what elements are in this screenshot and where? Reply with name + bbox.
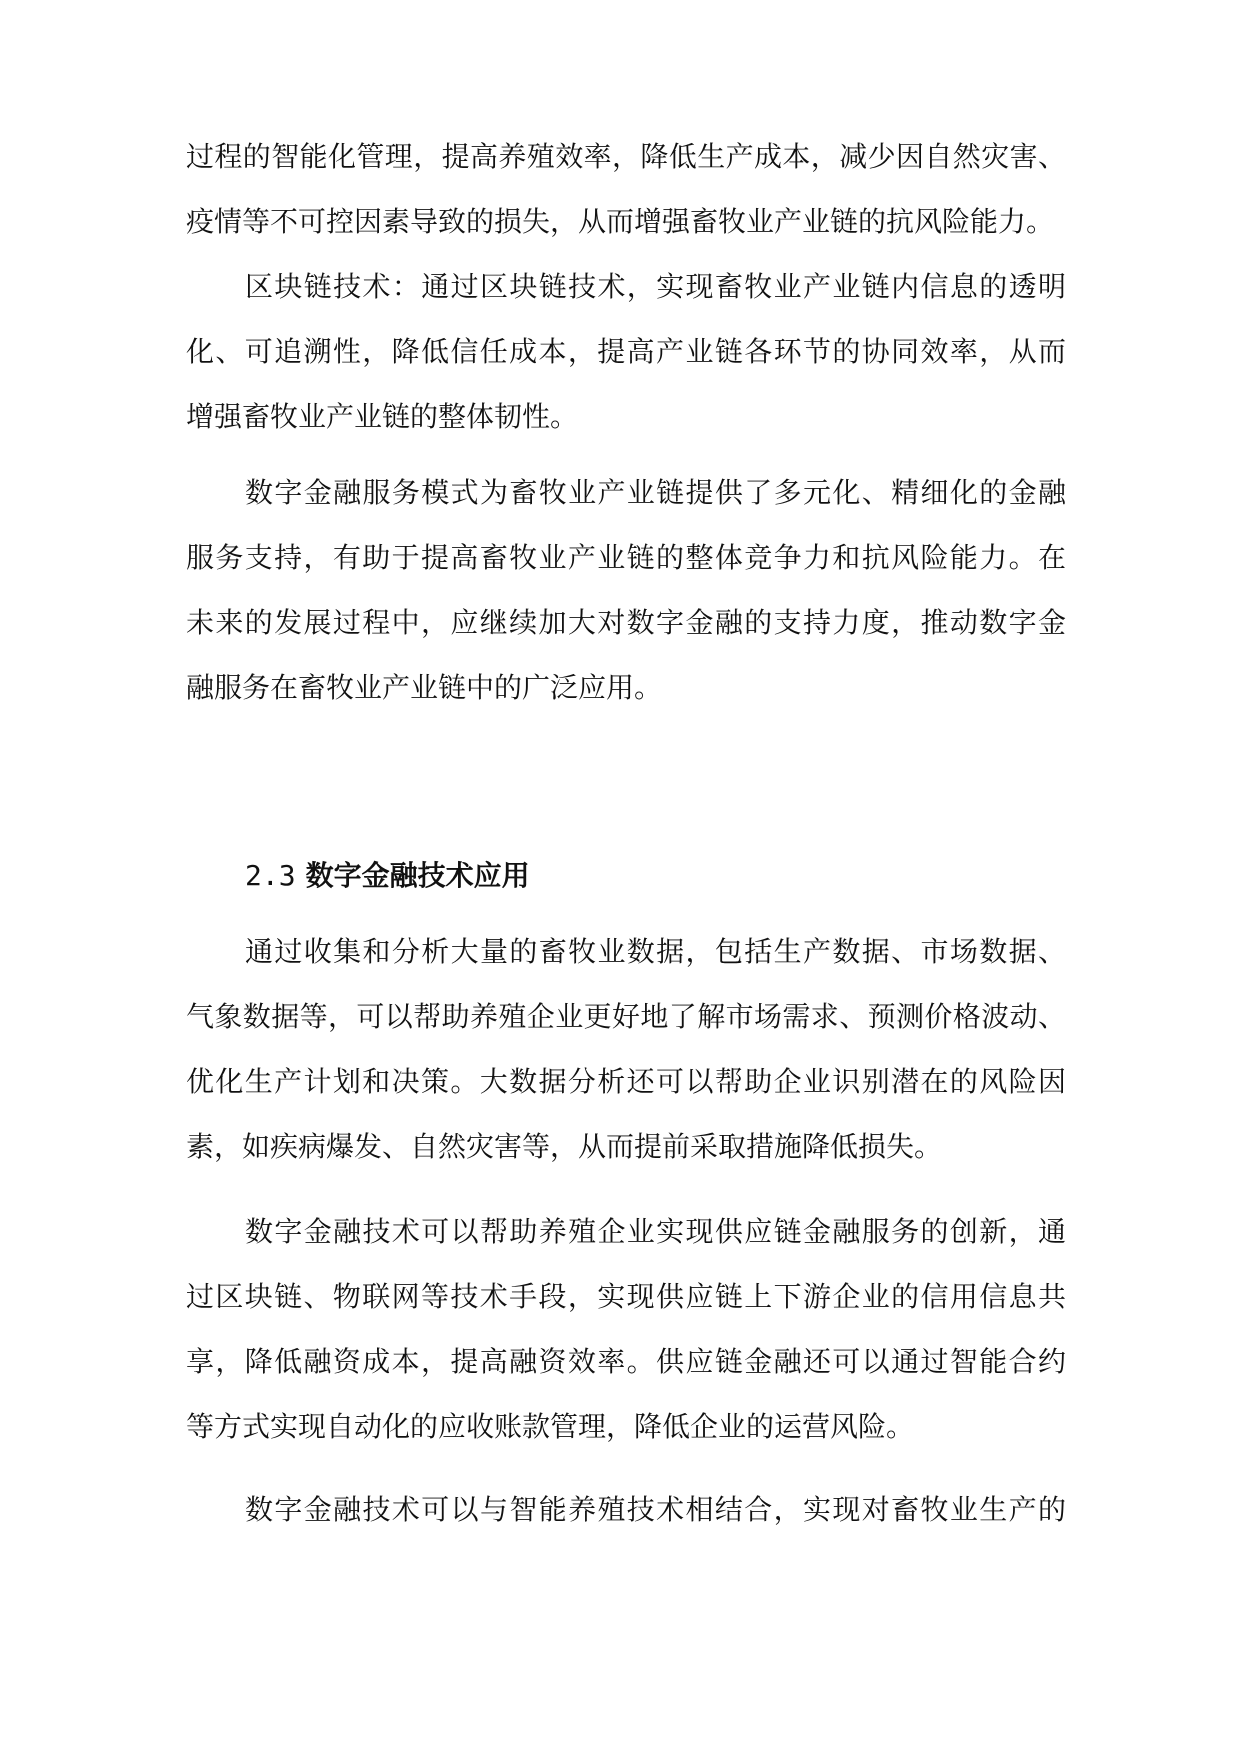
paragraph-6-line-1: 数字金融技术可以与智能养殖技术相结合，实现对畜牧业生产的 (245, 1493, 1066, 1526)
paragraph-4-line-2: 气象数据等，可以帮助养殖企业更好地了解市场需求、预测价格波动、 (186, 1000, 1066, 1033)
paragraph-5-line-1: 数字金融技术可以帮助养殖企业实现供应链金融服务的创新，通 (245, 1215, 1066, 1248)
section-number: 2.3 (245, 859, 296, 892)
paragraph-4-line-3: 优化生产计划和决策。大数据分析还可以帮助企业识别潜在的风险因 (186, 1065, 1066, 1098)
paragraph-1-line-1: 过程的智能化管理，提高养殖效率，降低生产成本，减少因自然灾害、 (186, 140, 1066, 173)
paragraph-2-line-3: 增强畜牧业产业链的整体韧性。 (186, 400, 579, 433)
paragraph-3-line-4: 融服务在畜牧业产业链中的广泛应用。 (186, 671, 663, 704)
section-heading (245, 856, 530, 896)
paragraph-2-line-2: 化、可追溯性，降低信任成本，提高产业链各环节的协同效率，从而 (186, 335, 1066, 368)
paragraph-4-line-1: 通过收集和分析大量的畜牧业数据，包括生产数据、市场数据、 (245, 935, 1066, 968)
paragraph-2-line-1: 区块链技术：通过区块链技术，实现畜牧业产业链内信息的透明 (245, 270, 1066, 303)
paragraph-3-line-3: 未来的发展过程中，应继续加大对数字金融的支持力度，推动数字金 (186, 606, 1066, 639)
section-title: 数字金融技术应用 (305, 859, 530, 892)
paragraph-3-line-2: 服务支持，有助于提高畜牧业产业链的整体竞争力和抗风险能力。在 (186, 541, 1066, 574)
paragraph-5-line-3: 享，降低融资成本，提高融资效率。供应链金融还可以通过智能合约 (186, 1345, 1066, 1378)
paragraph-5-line-2: 过区块链、物联网等技术手段，实现供应链上下游企业的信用信息共 (186, 1280, 1066, 1313)
paragraph-5-line-4: 等方式实现自动化的应收账款管理，降低企业的运营风险。 (186, 1410, 915, 1443)
paragraph-1-line-2: 疫情等不可控因素导致的损失，从而增强畜牧业产业链的抗风险能力。 (186, 205, 1055, 238)
paragraph-3-line-1: 数字金融服务模式为畜牧业产业链提供了多元化、精细化的金融 (245, 476, 1066, 509)
paragraph-4-line-4: 素，如疾病爆发、自然灾害等，从而提前采取措施降低损失。 (186, 1130, 943, 1163)
